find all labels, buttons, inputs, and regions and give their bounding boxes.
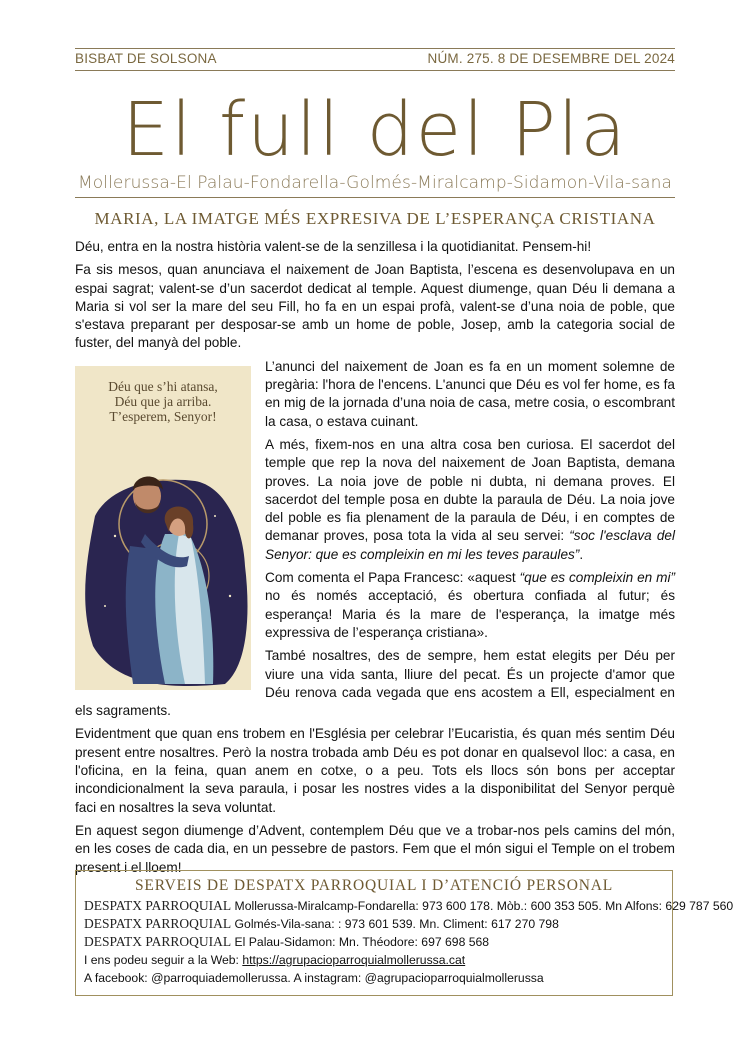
scripture-quote: “soc l'esclava del Senyor: que es compleixin en mi les teves paraules”	[265, 528, 675, 562]
services-title: SERVEIS DE DESPATX PARROQUIAL I D’ATENCIÓ PERSONAL	[135, 877, 613, 894]
paragraph-text: no és només acceptació, és obertura confiada al futur; és esperança! Maria és la mare de l'esperança, la imatge més expressiva de l’esperança cristiana».	[265, 588, 675, 640]
diocese-label: BISBAT DE SOLSONA	[75, 51, 217, 66]
article-paragraph: Evidentment que quan ens trobem en l'Església per celebrar l’Eucaristia, és quan més sentim Déu present entre nosaltres. Però la nostra trobada amb Déu es pot donar en qualsevol lloc: a casa, en l'oficina, en la feina, quan anem en cotxe, o a peu. Tots els llocs són bons per acceptar incondicionalment la seva paraula, i posar les nostres vides a la disponibilitat del Senyor perquè faci en nosaltres la seva voluntat.	[75, 726, 675, 815]
article-body	[75, 238, 675, 882]
article-paragraph: Fa sis mesos, quan anunciava el naixement de Joan Baptista, l’escena es desenvolupava en un espai sagrat; valent-se d’un sacerdot dedicat al temple. Aquest diumenge, quan Déu li demana a Maria si vol ser la mare del seu Fill, ho fa en un espai profà, valent-se d’una noia de poble, que s'estava preparant per desposar-se amb un home de poble, Josep, amb la categoria social de fuster, del manyà del poble.	[75, 262, 675, 351]
office-contact: Golmés-Vila-sana: : 973 601 539. Mn. Climent: 617 270 798	[231, 917, 559, 931]
caption-line: Déu que s’hi atansa,	[108, 378, 218, 394]
article-headline: MARIA, LA IMATGE MÉS EXPRESIVA DE L’ESPERANÇA CRISTIANA	[94, 209, 656, 228]
office-label: DESPATX PARROQUIAL	[84, 916, 232, 931]
scripture-quote: “que es compleixin en mi”	[519, 570, 675, 586]
service-row	[84, 897, 734, 915]
issue-label: NÚM. 275. 8 DE DESEMBRE DEL 2024	[427, 51, 675, 66]
office-label: DESPATX PARROQUIAL	[84, 934, 232, 949]
paragraph-text: Com comenta el Papa Francesc: «aquest	[265, 570, 520, 586]
caption-line: Déu que ja arriba.	[114, 393, 212, 409]
web-row	[84, 951, 664, 969]
social-row: A facebook: @parroquiademollerussa. A instagram: @agrupacioparroquialmollerussa	[84, 971, 544, 985]
article-paragraph: També nosaltres, des de sempre, hem estat elegits per Déu per viure una vida santa, lliure del pecat. És un projecte d'amor que Déu renova cada vegada que ens acostem a Ell, especialment en els sagraments.	[75, 648, 675, 719]
website-link[interactable]: https://agrupacioparroquialmollerussa.cat	[242, 953, 466, 967]
top-rule	[75, 48, 675, 49]
web-prefix: I ens podeu seguir a la Web:	[84, 953, 243, 967]
services-box	[75, 870, 734, 996]
service-row	[84, 915, 664, 933]
service-row	[84, 933, 664, 951]
office-contact: Mollerussa-Miralcamp-Fondarella: 973 600 178. Mòb.: 600 353 505. Mn Alfons: 629 787 560	[231, 899, 734, 913]
paragraph-text: .	[579, 546, 584, 562]
paragraph-text: A més, fixem-nos en una altra cosa ben curiosa. El sacerdot del temple que rep la nova del naixement de Joan Baptista, demana proves. La noia jove de poble ni dubta, ni demana proves. El sacerdot del temple posa en dubte la paraula de Déu. La noia jove del poble es fia plenament de la paraula de Déu, i en comptes de demanar proves, posa tota la vida al seu servei:	[265, 436, 675, 544]
article-paragraph: L’anunci del naixement de Joan es fa en un moment solemne de pregària: l'hora de l'encens. L'anunci que Déu es vol fer home, es fa en mig de la jornada d’una noia de casa, metre cosia, o escombrant la casa, o estava cuinant.	[265, 358, 675, 429]
masthead-rule	[75, 197, 675, 198]
header-rule	[75, 70, 675, 71]
office-label: DESPATX PARROQUIAL	[84, 898, 232, 913]
advent-illustration	[75, 366, 251, 690]
caption-line: T’esperem, Senyor!	[109, 408, 217, 424]
figure-caption	[75, 379, 251, 424]
office-contact: El Palau-Sidamon: Mn. Théodore: 697 698 568	[231, 935, 490, 949]
article-paragraph: Déu, entra en la nostra història valent-se de la senzillesa i la quotidianitat. Pensem-hi!	[75, 239, 592, 254]
masthead-title: El full del Pla	[122, 87, 628, 173]
villages-line: Mollerussa-El Palau-Fondarella-Golmés-Miralcamp-Sidamon-Vila-sana	[78, 173, 672, 193]
article-paragraph: En aquest segon diumenge d’Advent, contemplem Déu que ve a trobar-nos pels camins del món, en les coses de cada dia, en un pessebre de pastors. Fem que el món sigui el Temple on el trobem present i el lloem!	[75, 822, 675, 875]
header-row	[75, 51, 675, 66]
